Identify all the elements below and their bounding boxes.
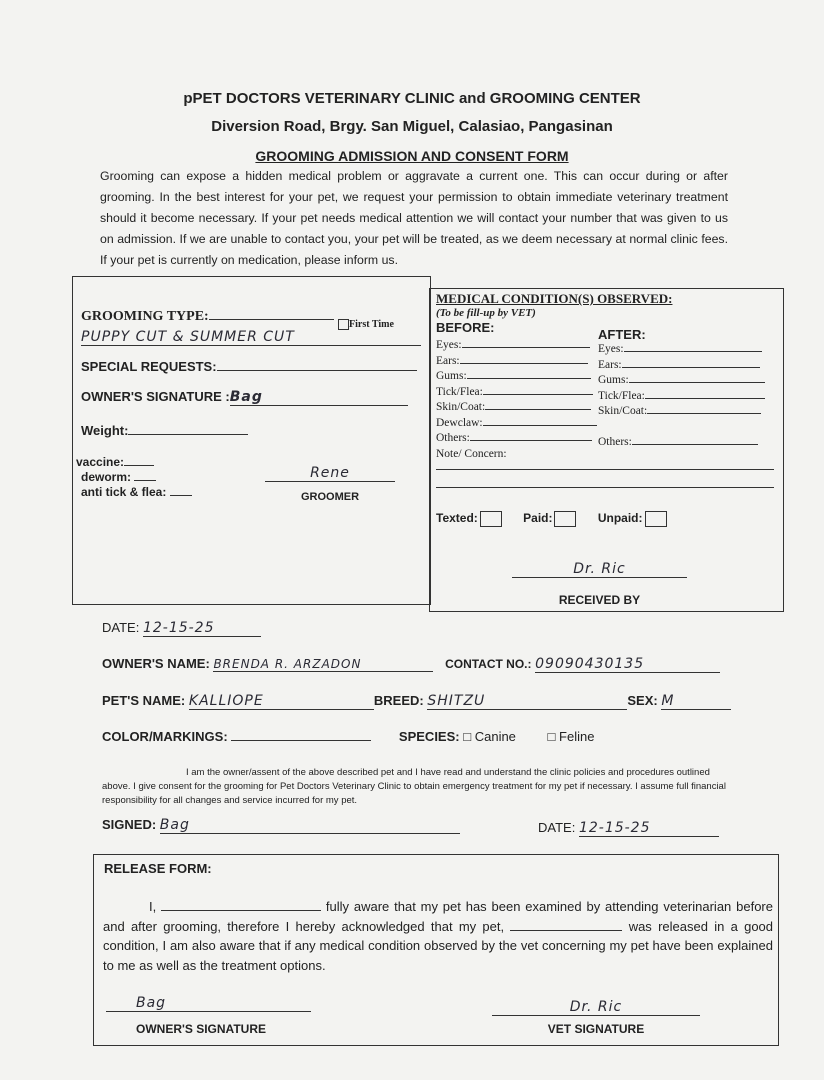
pet-name-label: PET'S NAME:: [102, 693, 186, 708]
after-skincoat-label: Skin/Coat:: [598, 405, 648, 417]
sex-field[interactable]: M: [661, 693, 731, 710]
before-gums-label: Gums:: [436, 370, 467, 382]
owner-name-field[interactable]: BRENDA R. ARZADON: [213, 657, 433, 672]
color-label: COLOR/MARKINGS:: [102, 729, 228, 744]
signed-date-label: DATE:: [538, 820, 576, 835]
after-eyes-label: Eyes:: [598, 343, 624, 355]
after-tickflea-field[interactable]: [645, 398, 765, 399]
after-tickflea-label: Tick/Flea:: [598, 389, 645, 402]
release-text-2: fully aware that my pet has been examined by attending veterinarian before and after grooming, therefore I hereby acknowledged that my pet,: [103, 899, 773, 934]
clinic-name: pPET DOCTORS VETERINARY CLINIC and GROOMING CENTER: [183, 90, 641, 107]
received-by-signature[interactable]: Dr. Ric: [512, 561, 687, 578]
after-eyes-field[interactable]: [624, 351, 762, 352]
feline-checkbox[interactable]: □: [547, 729, 556, 744]
owner-signature-field[interactable]: Bag: [230, 389, 408, 406]
owner-signature-caption: OWNER'S SIGNATURE: [136, 1022, 266, 1036]
before-dewclaw-field[interactable]: [483, 425, 597, 426]
breed-label: BREED:: [373, 693, 424, 708]
before-heading: BEFORE:: [436, 320, 495, 335]
vet-signature-caption: VET SIGNATURE: [547, 1022, 645, 1036]
note-line-2[interactable]: [436, 487, 774, 488]
after-list: [598, 342, 765, 451]
first-time-label: First Time: [349, 319, 394, 330]
special-requests-field[interactable]: [217, 370, 417, 371]
paid-label: Paid:: [523, 511, 553, 526]
date-label: DATE:: [102, 620, 140, 635]
signed-label: SIGNED:: [102, 817, 157, 832]
before-eyes-field[interactable]: [462, 347, 590, 348]
medical-subtitle: (To be fill-up by VET): [436, 307, 536, 319]
contact-label: CONTACT NO.:: [445, 657, 532, 671]
medical-box: [429, 288, 784, 612]
contact-field[interactable]: 09090430135: [535, 656, 720, 673]
grooming-type-value[interactable]: PUPPY CUT & SUMMER CUT: [81, 329, 421, 346]
release-owner-name-field[interactable]: [161, 910, 321, 911]
species-label: SPECIES:: [398, 729, 460, 744]
weight-label: Weight:: [81, 423, 129, 438]
before-skincoat-field[interactable]: [485, 409, 591, 410]
vaccine-label: vaccine:: [76, 455, 125, 469]
release-pet-name-field[interactable]: [510, 930, 622, 931]
note-line-1[interactable]: [436, 469, 774, 470]
canine-checkbox[interactable]: □: [463, 729, 472, 744]
feline-label: Feline: [559, 729, 595, 744]
owner-signature-label: OWNER'S SIGNATURE :: [81, 389, 230, 404]
owner-name-label: OWNER'S NAME:: [102, 656, 210, 671]
pet-name-field[interactable]: KALLIOPE: [189, 693, 374, 710]
signed-field[interactable]: Bag: [160, 817, 460, 834]
after-ears-field[interactable]: [622, 367, 760, 368]
before-tickflea-label: Tick/Flea:: [436, 385, 483, 398]
release-owner-signature[interactable]: Bag: [106, 995, 311, 1012]
before-gums-field[interactable]: [467, 378, 591, 379]
antitick-label: anti tick & flea:: [81, 485, 167, 499]
special-requests-label: SPECIAL REQUESTS:: [81, 359, 217, 374]
after-others-field[interactable]: [632, 444, 758, 445]
vet-signature[interactable]: Dr. Ric: [492, 999, 700, 1016]
before-others-field[interactable]: [470, 440, 592, 441]
after-others-label: Others:: [598, 436, 632, 448]
release-text-1: I,: [149, 899, 157, 914]
before-list: [436, 338, 597, 462]
texted-checkbox[interactable]: [480, 511, 502, 527]
groomer-name[interactable]: Rene: [265, 465, 395, 482]
consent-text: I am the owner/assent of the above described pet and I have read and understand the clinic policies and procedures outlined above. I give consent for the grooming for Pet Doctors Veterinary Clinic to obtain emergency treatment for my pet if necessary. I assume full financial responsibility for all changes and service incurred for my pet.: [102, 767, 726, 806]
unpaid-checkbox[interactable]: [645, 511, 667, 527]
after-ears-label: Ears:: [598, 358, 622, 371]
release-text: [103, 897, 773, 975]
after-heading: AFTER:: [598, 327, 646, 342]
sex-label: SEX:: [627, 693, 658, 708]
after-gums-label: Gums:: [598, 374, 629, 386]
release-title: RELEASE FORM:: [104, 861, 212, 876]
paid-checkbox[interactable]: [554, 511, 576, 527]
color-field[interactable]: [231, 740, 371, 741]
medical-title: MEDICAL CONDITION(S) OBSERVED:: [436, 291, 673, 306]
deworm-field[interactable]: [134, 480, 156, 481]
canine-label: Canine: [474, 729, 516, 744]
before-eyes-label: Eyes:: [436, 339, 462, 351]
groomer-label: GROOMER: [300, 491, 360, 503]
signed-date-field[interactable]: 12-15-25: [579, 820, 719, 837]
unpaid-label: Unpaid:: [597, 511, 643, 526]
texted-label: Texted:: [436, 511, 478, 526]
clinic-address: Diversion Road, Brgy. San Miguel, Calasiao, Pangasinan: [211, 118, 613, 135]
before-dewclaw-label: Dewclaw:: [436, 416, 483, 429]
before-others-label: Others:: [436, 432, 470, 444]
before-tickflea-field[interactable]: [483, 394, 593, 395]
breed-field[interactable]: SHITZU: [427, 693, 627, 710]
vaccine-field[interactable]: [124, 465, 154, 466]
deworm-label: deworm:: [81, 470, 132, 484]
release-text-3: was released in a good condition, I am also aware that if any medical condition observed by the vet concerning my pet have been explained to me as well as the treatment options.: [103, 918, 774, 973]
weight-field[interactable]: [128, 434, 248, 435]
grooming-type-label: GROOMING TYPE:: [81, 309, 209, 324]
received-by-label: RECEIVED BY: [558, 593, 641, 607]
before-skincoat-label: Skin/Coat:: [436, 401, 486, 413]
before-ears-label: Ears:: [436, 354, 460, 367]
note-concern-label: Note/ Concern:: [436, 447, 507, 460]
release-box: [93, 854, 779, 1046]
before-ears-field[interactable]: [460, 363, 588, 364]
intro-text: Grooming can expose a hidden medical problem or aggravate a current one. This can occur during or after grooming. In the best interest for your pet, we request your permission to obtain immediate veterinary treatment should it become necessary. If your pet needs medical attention we will contact your number that was given to us on admission. If we are unable to contact you, your pet will be treated, as we deem necessary at normal clinic fees. If your pet is currently on medication, please inform us.: [100, 169, 728, 267]
date-field[interactable]: 12-15-25: [143, 620, 261, 637]
grooming-box: [72, 276, 431, 605]
after-skincoat-field[interactable]: [647, 413, 761, 414]
antitick-field[interactable]: [170, 495, 192, 496]
after-gums-field[interactable]: [629, 382, 765, 383]
form-title: GROOMING ADMISSION AND CONSENT FORM: [255, 148, 569, 164]
